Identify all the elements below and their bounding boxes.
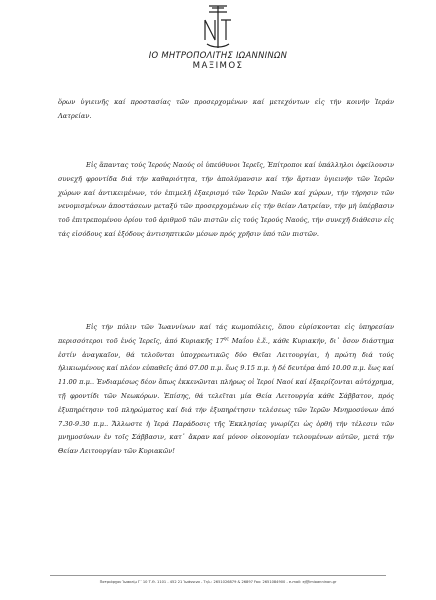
schedule-text-start: Εἰς τήν πόλιν τῶν Ἰωαννίνων καί τάς κωμοπόλεις, ὅπου εὑρίσκονται εἰς ὑπηρεσίαν περισσότεροι τοῦ ἑνός Ἱερεῖς, ἀπό Κυριακῆς 17 <box>58 323 394 345</box>
paragraph-hygiene-measures: Εἰς ἅπαντας τούς Ἱερούς Ναούς οἱ ὑπεύθυνοι Ἱερεῖς, Ἐπίτροποι καί ὑπάλληλοι ὀφείλουσιν συνεχῆ φροντίδα διά τήν καθαριότητα, τήν ἀπολύμανσιν καί τήν ἄρτιαν ὑγιεινήν τῶν Ἱερῶν χώρων καί ἀντικειμένων, τόν ἐπιμελῆ ἐξαερισμό τῶν Ἱερῶν Ναῶν καί χώρων, τήν τήρησιν τῶν νενομισμένων ἀποστάσεων μεταξύ τῶν προσερχομένων εἰς τήν θείαν Λατρείαν, τήν μή ὑπέρβασιν τοῦ ἐπιτρεπομένου ὁρίου τοῦ ἀριθμοῦ τῶν πιστῶν εἰς τούς Ἱερούς Ναούς, τήν συνεχῆ διάθεσιν εἰς τάς εἰσόδους καί ἐξόδους ἀντισηπτικῶν μέσων πρός χρῆσιν ὑπό τῶν πιστῶν. <box>58 161 394 238</box>
schedule-text-rest: Μαΐου ἐ.ἔ., κάθε Κυριακήν, δι᾽ ὅσον διάστημα ἐστίν ἀναγκαῖον, θά τελοῦνται ὑποχρεωτικῶς δύο Θεῖαι Λειτουργίαι, ἡ πρώτη διά τούς ἡλικιωμένους καί πλέον εὐπαθεῖς ἀπό 07.00 π.μ. ἕως 9.15 π.μ. ἡ δέ δευτέρα ἀπό 10.00 π.μ. ἕως καί 11.00 π.μ.. Ἐνδιαμέσως δέον ὅπως ἐκκενῶνται πλήρως οἱ Ἱεροί Ναοί καί ἐξαερίζονται αὐτόχρημα, τῇ φροντίδι τῶν Νεωκόρων. Ἐπίσης, θά τελεῖται μία Θεία Λειτουργία κάθε Σάββατον, πρός ἐξυπηρέτησιν τοῦ πληρώματος καί διά τήν ἐξυπηρέτησιν τελέσεως τῶν Ἱερῶν Μνημοσύνων ἀπό 7.30-9.30 π.μ.. Ἄλλωστε ἡ Ἱερά Παράδοσις τῆς Ἐκκλησίας γνωρίζει ὡς ὀρθή τήν τέλεσιν τῶν μνημοσύνων ἐν τοῖς Σάββασιν, κατ᾽ ἄκραν καί μόνον οἰκονομίαν τελουμένων αὐτῶν, μετά τήν Θείαν Λειτουργίαν τῶν Κυριακῶν! <box>58 336 394 456</box>
paragraph-liturgy-schedule <box>58 321 394 459</box>
metropolis-emblem-icon <box>199 4 237 50</box>
sender-name: ΜΑΞΙΜΟΣ <box>192 61 244 71</box>
footer-divider <box>50 575 386 576</box>
sender-title: ΙΟ ΜΗΤΡΟΠΟΛΙΤΗΣ ΙΩΑΝΝΙΝΩΝ <box>148 50 288 60</box>
footer-contact: Πατριάρχου Ἰωακείμ Γ΄ 10 Τ.Θ. 1101 - 452 21 Ἰωάννινα - Τηλ.: 2651026879 & 26897 Fax: 2651084900 - e-mail: ej@imioanninon.gr <box>99 580 337 584</box>
paragraph-continuation: ὅρων ὑγιεινῆς καί προστασίας τῶν προσερχομένων καί μετεχόντων εἰς τήν κοινήν Ἱεράν Λατρείαν. <box>58 98 394 120</box>
ordinal-superscript: ης <box>223 335 229 341</box>
